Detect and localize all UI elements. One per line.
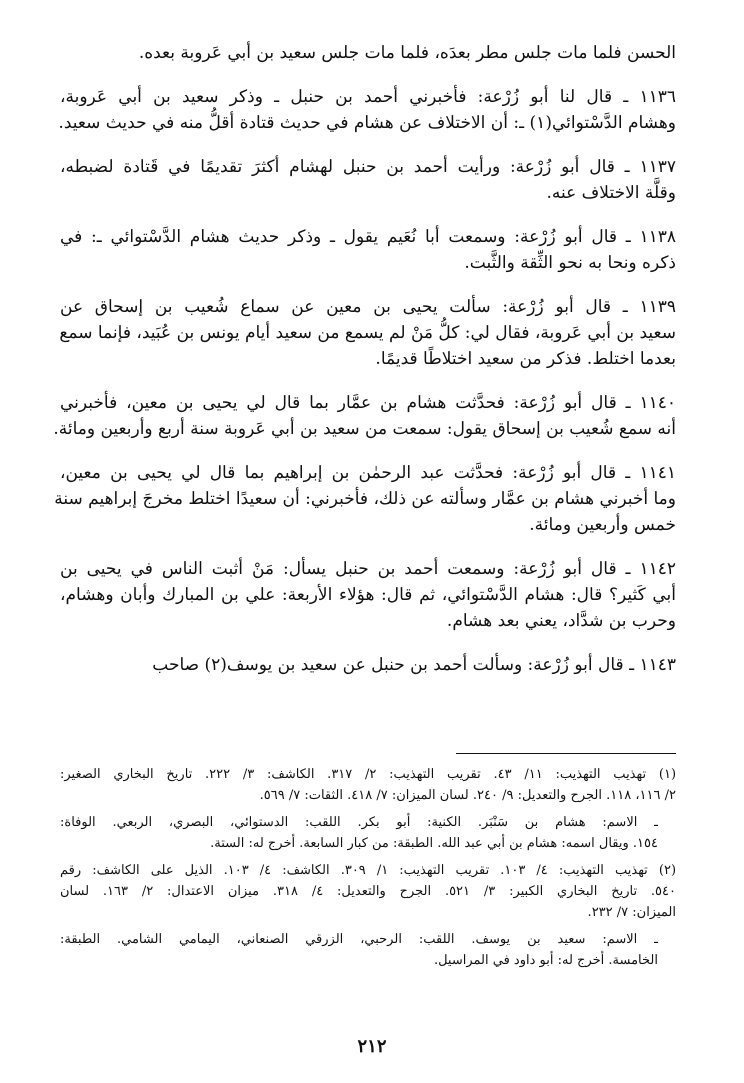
text-line: ١١٣٩ ـ قال أبو زُرْعة: سألت يحيى بن معين عن سماع شُعيب بن إسحاق عن: [60, 297, 676, 317]
footnote: [60, 929, 676, 971]
text-line: ١١٤٠ ـ قال أبو زُرْعة: فحدَّثت هشام بن عمَّار بما قال لي يحيى بن معين، فأخبرني: [60, 393, 676, 413]
footnote-line: الخامسة. أخرج له: أبو داود في المراسيل.: [433, 953, 658, 968]
paragraph: [60, 224, 676, 276]
footnote-line: (١) تهذيب التهذيب: ١١/ ٤٣. تقريب التهذيب: ٢/ ٣١٧. الكاشف: ٣/ ٢٢٢. تاريخ البخاري الصغير:: [60, 767, 677, 782]
text-line: خمس وأربعين ومائة.: [529, 515, 676, 535]
footnote-separator: [456, 753, 676, 754]
main-text: [53, 40, 676, 696]
page-number: ٢١٢: [357, 1036, 387, 1057]
paragraph: [60, 154, 676, 206]
paragraph: [60, 84, 676, 136]
paragraph: [60, 556, 676, 634]
text-line: وما أخبرني هشام بن عمَّار وسألته عن ذلك، فأخبرني: أن سعيدًا اختلط مخرجَ إبراهيم سنة: [54, 489, 676, 509]
footnote-line: ٢/ ١١٦، ١١٨. الجرح والتعديل: ٩/ ٢٤٠. لسان الميزان: ٧/ ٤١٨. الثقات: ٧/ ٥٦٩.: [259, 788, 676, 803]
text-line: وحرب بن شدَّاد، يعني بعد هشام.: [446, 611, 676, 631]
footnotes: [60, 764, 676, 977]
footnote-line: ١٥٤. ويقال اسمه: هشام بن أبي عبد الله. الطبقة: من كبار السابعة. أخرج له: الستة.: [210, 836, 658, 851]
text-line: بعدما اختلط. فذكر من سعيد اختلاطًا قديمًا.: [375, 349, 676, 369]
footnote: [60, 860, 676, 923]
text-line: وهشام الدَّسْتوائي(١) ـ: أن الاختلاف عن هشام في حديث قتادة أقلُّ منه في حديث سعيد.: [58, 113, 676, 133]
paragraph: [53, 390, 676, 442]
paragraph: [54, 460, 676, 538]
text-line: أنه سمع شُعيب بن إسحاق يقول: سمعت من سعيد بن أبي عَروبة سنة أربع وأربعين ومائة.: [53, 419, 676, 439]
footnote-line: الميزان: ٧/ ٢٣٢.: [587, 905, 676, 920]
text-line: ١١٣٧ ـ قال أبو زُرْعة: ورأيت أحمد بن حنبل لهشام أكثرَ تقديمًا في قَتادة لضبطه،: [60, 157, 676, 177]
footnote: [60, 764, 676, 806]
text-line: ذكره ونحا به نحو الثِّقة والثَّبت.: [464, 253, 676, 273]
footnote-line: (٢) تهذيب التهذيب: ٤/ ١٠٣. تقريب التهذيب: ١/ ٣٠٩. الكاشف: ٤/ ١٠٣. الذيل على الكاشف: رقم: [60, 863, 677, 878]
footnote-line: ٥٤٠. تاريخ البخاري الكبير: ٣/ ٥٢١. الجرح والتعديل: ٤/ ٣١٨. ميزان الاعتدال: ٢/ ١٦٣. لسان: [60, 884, 676, 899]
paragraph: [60, 294, 676, 372]
text-line: ١١٤١ ـ قال أبو زُرْعة: فحدَّثت عبد الرحمٰن بن إبراهيم بما قال لي يحيى بن معين،: [60, 463, 676, 483]
text-line: الحسن فلما مات جلس مطر بعدَه، فلما مات جلس سعيد بن أبي عَروبة بعده.: [138, 43, 676, 63]
text-line: وقلَّة الاختلاف عنه.: [546, 183, 676, 203]
text-line: سعيد بن أبي عَروبة، فقال لي: كلُّ مَنْ لم يسمع من سعيد أيام يونس بن عُبَيد، فإنما سمع: [59, 323, 676, 343]
paragraph: [60, 652, 676, 678]
footnote-line: ـ الاسم: هشام بن سَنْبَر. الكنية: أبو بكر. اللقب: الدستوائي، البصري، الربعي. الوفاة:: [60, 815, 658, 830]
paragraph: [60, 40, 676, 66]
text-line: ١١٤٣ ـ قال أبو زُرْعة: وسألت أحمد بن حنبل عن سعيد بن يوسف(٢) صاحب: [152, 655, 676, 675]
text-line: أبي كَثير؟ قال: هشام الدَّسْتوائي، ثم قال: هؤلاء الأربعة: علي بن المبارك وأبان وهشام،: [60, 585, 676, 605]
footnote-line: ـ الاسم: سعيد بن يوسف. اللقب: الرحبي، الزرقي الصنعاني، اليمامي الشامي. الطبقة:: [60, 932, 658, 947]
text-line: ١١٣٨ ـ قال أبو زُرْعة: وسمعت أبا نُعَيم يقول ـ وذكر حديث هشام الدَّسْتوائي ـ: في: [60, 227, 676, 247]
footnote: [60, 812, 676, 854]
text-line: ١١٣٦ ـ قال لنا أبو زُرْعة: فأخبرني أحمد بن حنبل ـ وذكر سعيد بن أبي عَروبة،: [60, 87, 676, 107]
text-line: ١١٤٢ ـ قال أبو زُرْعة: وسمعت أحمد بن حنبل يسأل: مَنْ أثبت الناس في يحيى بن: [60, 559, 676, 579]
